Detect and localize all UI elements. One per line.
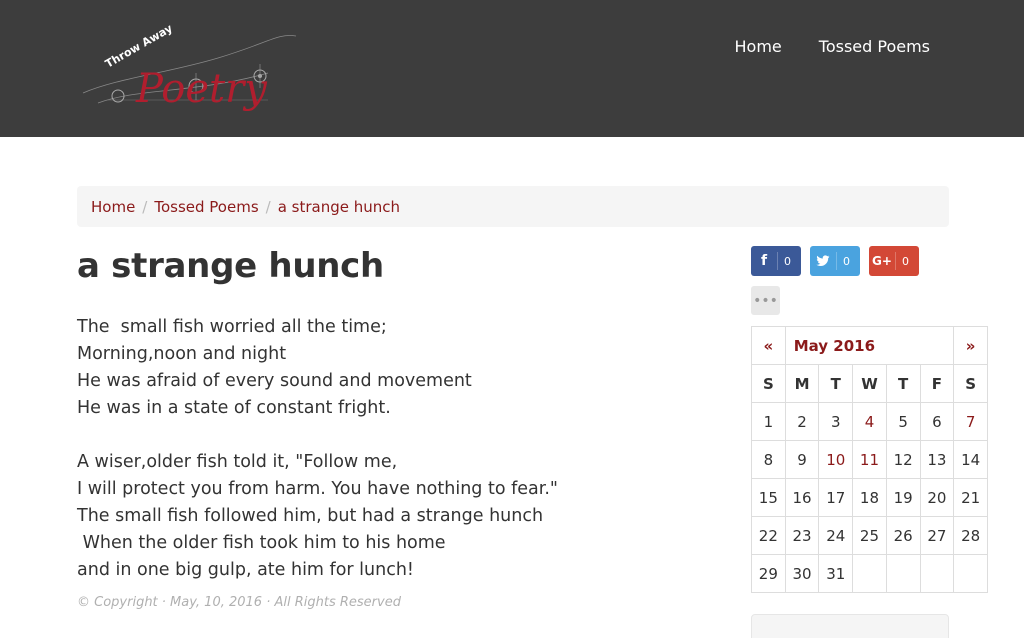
calendar-week-row bbox=[752, 479, 988, 517]
calendar-day: 31 bbox=[819, 555, 853, 593]
svg-text:Throw Away: Throw Away bbox=[103, 21, 175, 71]
calendar-day: 13 bbox=[920, 441, 954, 479]
main-nav bbox=[735, 37, 930, 57]
breadcrumb-separator: / bbox=[265, 197, 271, 216]
calendar-day: 3 bbox=[819, 403, 853, 441]
weekday-label: F bbox=[920, 365, 954, 403]
calendar-day[interactable]: 4 bbox=[853, 403, 887, 441]
calendar-day: 21 bbox=[954, 479, 988, 517]
facebook-share-button[interactable] bbox=[751, 246, 801, 276]
calendar-day: 17 bbox=[819, 479, 853, 517]
weekday-label: M bbox=[785, 365, 819, 403]
weekday-label: W bbox=[853, 365, 887, 403]
calendar-weekday-row bbox=[752, 365, 988, 403]
google-plus-share-button[interactable] bbox=[869, 246, 919, 276]
weekday-label: S bbox=[954, 365, 988, 403]
calendar-day: 24 bbox=[819, 517, 853, 555]
calendar-day[interactable]: 10 bbox=[819, 441, 853, 479]
weekday-label: S bbox=[752, 365, 786, 403]
calendar-day: 23 bbox=[785, 517, 819, 555]
breadcrumb-home[interactable]: Home bbox=[91, 197, 136, 216]
calendar-day: 9 bbox=[785, 441, 819, 479]
twitter-icon bbox=[810, 255, 836, 267]
calendar-day: 25 bbox=[853, 517, 887, 555]
twitter-share-count: 0 bbox=[836, 252, 858, 270]
breadcrumb bbox=[77, 186, 949, 227]
poem-body: The small fish worried all the time; Morning,noon and night He was afraid of every sound and movement He was in a state of constant fright. A wiser,older fish told it, "Follow me, I will protect you from harm. You have nothing to fear." The small fish followed him, but had a strange hunch When the older fish took him to his home and in one big gulp, ate him for lunch! bbox=[77, 317, 558, 580]
calendar-day: 1 bbox=[752, 403, 786, 441]
nav-tossed-poems[interactable]: Tossed Poems bbox=[818, 37, 930, 56]
calendar-day: 22 bbox=[752, 517, 786, 555]
site-logo[interactable] bbox=[78, 18, 302, 118]
google-plus-share-count: 0 bbox=[895, 252, 917, 270]
calendar-empty-cell bbox=[853, 555, 887, 593]
calendar-day: 16 bbox=[785, 479, 819, 517]
calendar-day: 8 bbox=[752, 441, 786, 479]
calendar-week-row bbox=[752, 517, 988, 555]
copyright-notice: © Copyright · May, 10, 2016 · All Rights Reserved bbox=[77, 595, 401, 610]
breadcrumb-tossed-poems[interactable]: Tossed Poems bbox=[154, 197, 259, 216]
calendar-day: 19 bbox=[886, 479, 920, 517]
calendar-next-button[interactable]: » bbox=[954, 327, 988, 365]
calendar-day: 26 bbox=[886, 517, 920, 555]
calendar-day[interactable]: 11 bbox=[853, 441, 887, 479]
breadcrumb-current[interactable]: a strange hunch bbox=[277, 197, 401, 216]
google-plus-icon: G+ bbox=[872, 254, 892, 268]
calendar-empty-cell bbox=[886, 555, 920, 593]
calendar bbox=[751, 326, 988, 593]
calendar-empty-cell bbox=[920, 555, 954, 593]
calendar-day: 5 bbox=[886, 403, 920, 441]
calendar-day: 27 bbox=[920, 517, 954, 555]
calendar-day: 28 bbox=[954, 517, 988, 555]
twitter-share-button[interactable] bbox=[810, 246, 860, 276]
nav-home[interactable]: Home bbox=[734, 37, 782, 56]
calendar-day: 2 bbox=[785, 403, 819, 441]
calendar-day: 15 bbox=[752, 479, 786, 517]
breadcrumb-separator: / bbox=[142, 197, 148, 216]
calendar-week-row bbox=[752, 555, 988, 593]
calendar-day[interactable]: 7 bbox=[954, 403, 988, 441]
share-buttons bbox=[751, 246, 919, 276]
calendar-empty-cell bbox=[954, 555, 988, 593]
calendar-day: 18 bbox=[853, 479, 887, 517]
page-title: a strange hunch bbox=[77, 246, 384, 286]
calendar-week-row bbox=[752, 403, 988, 441]
calendar-days bbox=[752, 403, 988, 593]
calendar-day: 12 bbox=[886, 441, 920, 479]
sidebar-widget bbox=[751, 614, 949, 638]
calendar-week-row bbox=[752, 441, 988, 479]
calendar-month: May 2016 bbox=[785, 327, 954, 365]
calendar-day: 29 bbox=[752, 555, 786, 593]
calendar-prev-button[interactable]: « bbox=[752, 327, 786, 365]
site-header bbox=[0, 0, 1024, 137]
weekday-label: T bbox=[886, 365, 920, 403]
weekday-label: T bbox=[819, 365, 853, 403]
calendar-day: 20 bbox=[920, 479, 954, 517]
facebook-share-count: 0 bbox=[777, 252, 799, 270]
calendar-header-row bbox=[752, 327, 988, 365]
logo-graphic bbox=[78, 18, 302, 118]
calendar-day: 6 bbox=[920, 403, 954, 441]
svg-text:Poetry: Poetry bbox=[136, 66, 267, 112]
calendar-day: 14 bbox=[954, 441, 988, 479]
more-share-button[interactable]: ••• bbox=[751, 286, 780, 315]
calendar-day: 30 bbox=[785, 555, 819, 593]
facebook-icon: f bbox=[760, 253, 768, 269]
